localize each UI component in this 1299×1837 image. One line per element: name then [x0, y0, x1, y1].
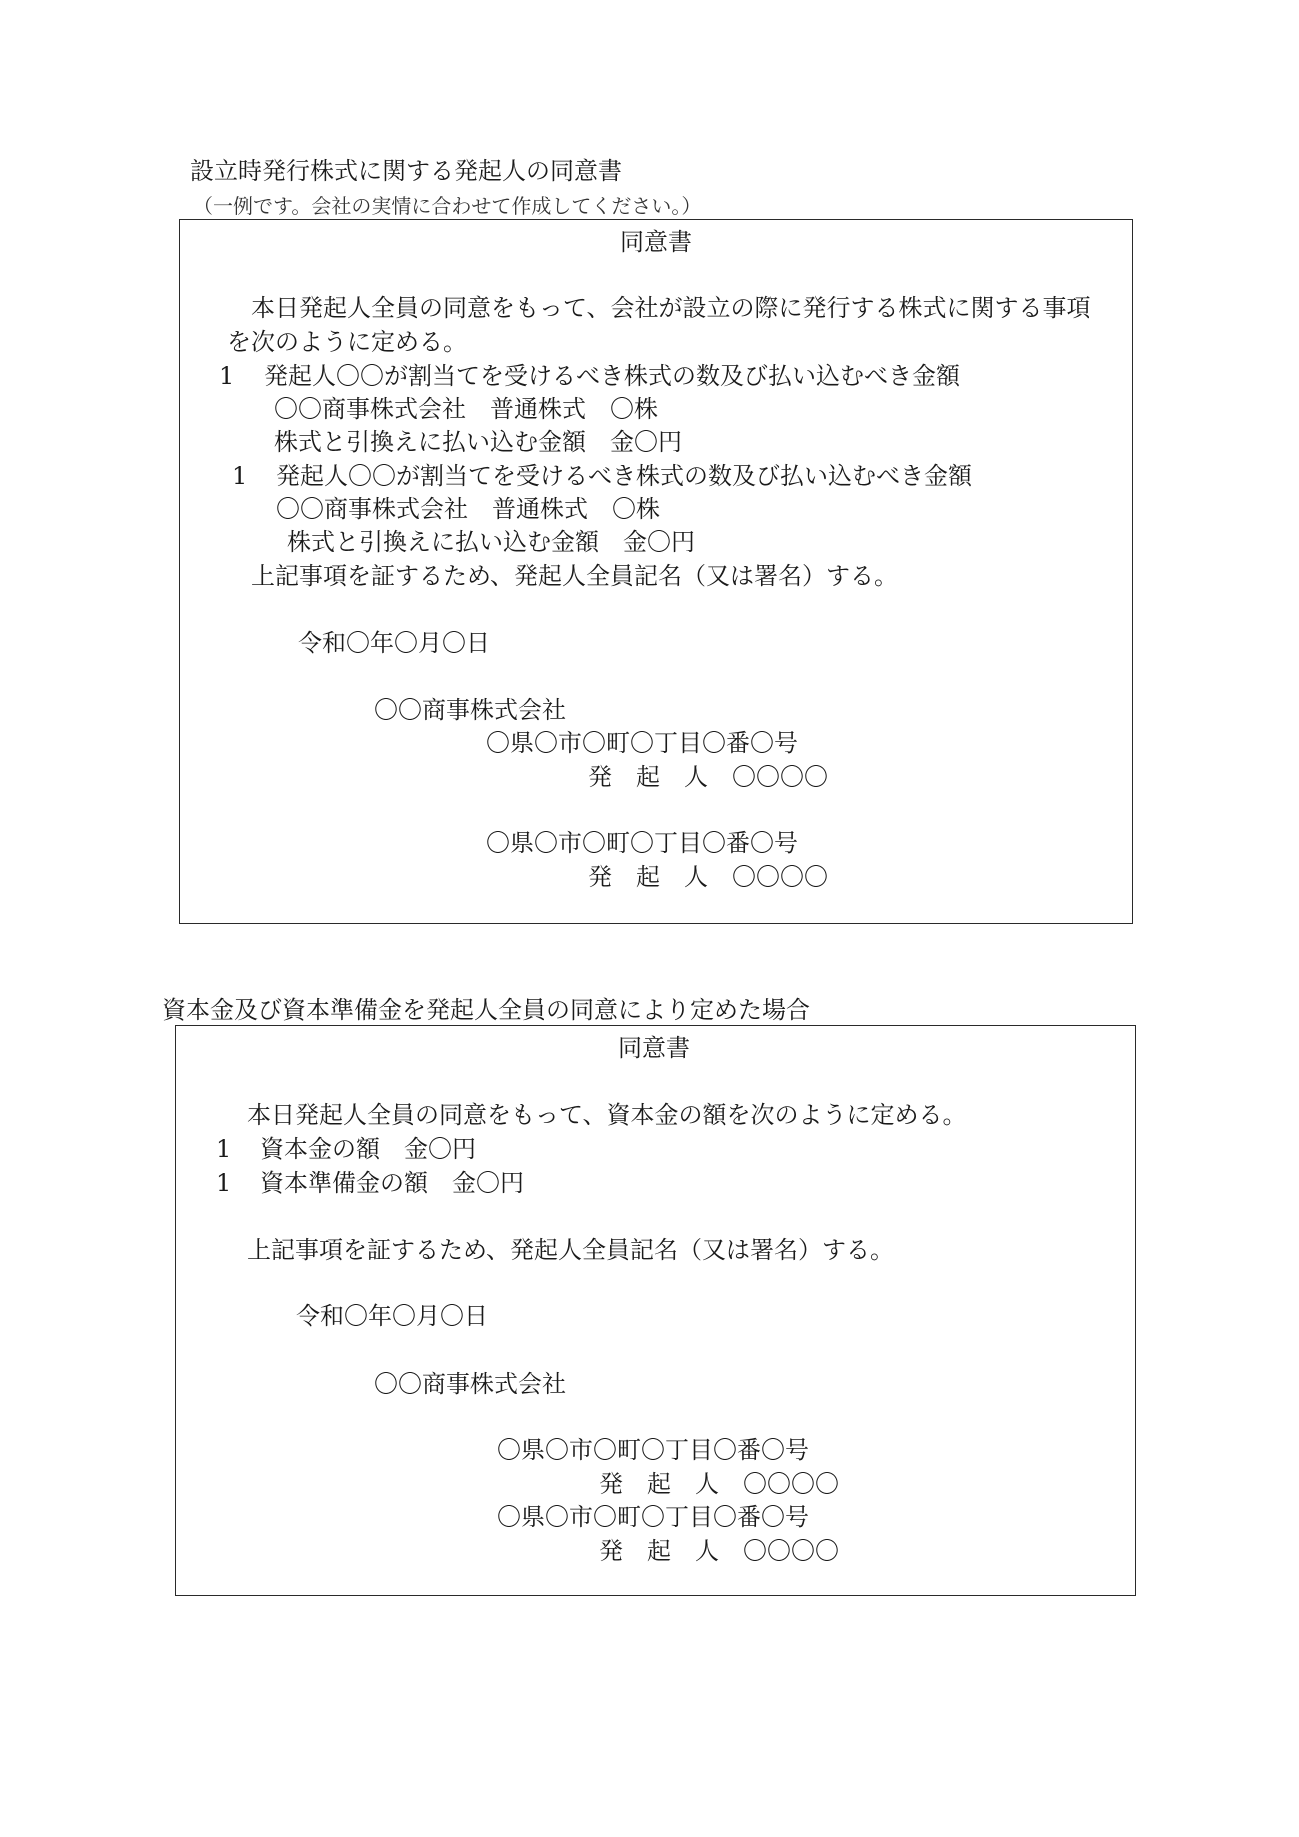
doc1-intro-line1: 本日発起人全員の同意をもって、会社が設立の際に発行する株式に関する事項	[251, 294, 1091, 322]
doc1-certify: 上記事項を証するため、発起人全員記名（又は署名）する。	[251, 562, 899, 590]
doc2-date: 令和〇年〇月〇日	[296, 1302, 488, 1330]
doc1-signer-address: 〇県〇市〇町〇丁目〇番〇号	[486, 829, 798, 857]
doc2-signer-address: 〇県〇市〇町〇丁目〇番〇号	[497, 1503, 809, 1531]
doc2-certify: 上記事項を証するため、発起人全員記名（又は署名）する。	[247, 1236, 895, 1264]
doc1-company: 〇〇商事株式会社	[374, 696, 566, 724]
doc2-title: 同意書	[618, 1034, 690, 1062]
doc2-intro: 本日発起人全員の同意をもって、資本金の額を次のように定める。	[247, 1101, 967, 1129]
doc1-item-number: 1	[232, 462, 248, 490]
doc2-signer-name: 発 起 人 〇〇〇〇	[599, 1470, 839, 1498]
doc1-item-detail-amount: 株式と引換えに払い込む金額 金〇円	[274, 428, 682, 456]
doc1-signer-name: 発 起 人 〇〇〇〇	[588, 863, 828, 891]
doc2-item-text: 資本金の額 金〇円	[260, 1135, 476, 1163]
doc2-item-number: 1	[216, 1169, 232, 1197]
doc1-item-text: 発起人〇〇が割当てを受けるべき株式の数及び払い込むべき金額	[276, 462, 972, 490]
doc1-item-detail-shares: 〇〇商事株式会社 普通株式 〇株	[276, 495, 660, 523]
doc2-item-number: 1	[216, 1135, 232, 1163]
doc2-signer-address: 〇県〇市〇町〇丁目〇番〇号	[497, 1436, 809, 1464]
doc1-item-detail-shares: 〇〇商事株式会社 普通株式 〇株	[274, 395, 658, 423]
doc1-item-number: 1	[219, 362, 235, 390]
doc2-company: 〇〇商事株式会社	[374, 1370, 566, 1398]
doc1-item-text: 発起人〇〇が割当てを受けるべき株式の数及び払い込むべき金額	[264, 362, 960, 390]
doc1-item-detail-amount: 株式と引換えに払い込む金額 金〇円	[287, 528, 695, 556]
doc2-signer-name: 発 起 人 〇〇〇〇	[599, 1537, 839, 1565]
doc2-item-text: 資本準備金の額 金〇円	[260, 1169, 524, 1197]
doc1-title: 同意書	[620, 228, 692, 256]
doc2-heading: 資本金及び資本準備金を発起人全員の同意により定めた場合	[162, 996, 810, 1024]
doc1-signer-name: 発 起 人 〇〇〇〇	[588, 763, 828, 791]
doc1-date: 令和〇年〇月〇日	[298, 629, 490, 657]
doc1-heading: 設立時発行株式に関する発起人の同意書	[190, 157, 622, 185]
doc1-signer-address: 〇県〇市〇町〇丁目〇番〇号	[486, 729, 798, 757]
doc1-note: （一例です。会社の実情に合わせて作成してください。）	[193, 194, 702, 218]
doc1-intro-line2: を次のように定める。	[227, 328, 467, 356]
